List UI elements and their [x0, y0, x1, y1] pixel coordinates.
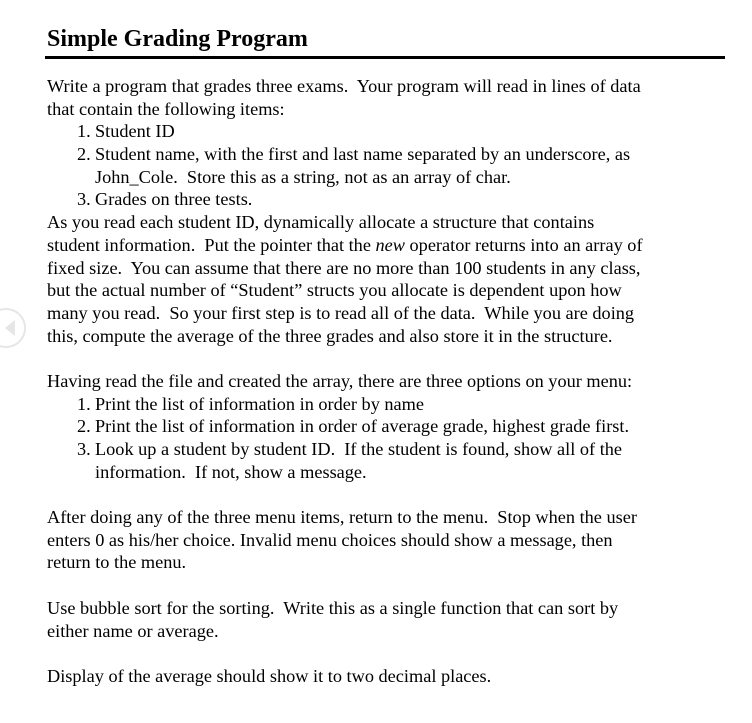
- paragraph-line: Display of the average should show it to two decimal places.: [47, 665, 492, 686]
- paragraph-line: this, compute the average of the three grades and also store it in the structure.: [47, 325, 613, 346]
- list-item-continued: John_Cole. Store this as a string, not as an array of char.: [95, 166, 511, 187]
- new-keyword: new: [375, 234, 405, 255]
- menu-list-item-continued: information. If not, show a message.: [95, 461, 367, 482]
- list-item: 3. Grades on three tests.: [77, 189, 253, 210]
- paragraph-line: Use bubble sort for the sorting. Write this as a single function that can sort by: [47, 597, 619, 618]
- paragraph-line: student information. Put the pointer that the new operator returns into an array of: [47, 234, 643, 255]
- chevron-left-icon: [5, 320, 15, 336]
- list-item: 1. Student ID: [77, 121, 175, 142]
- paragraph-line: fixed size. You can assume that there are no more than 100 students in any class,: [47, 257, 641, 278]
- menu-list-item: 2. Print the list of information in order of average grade, highest grade first.: [77, 416, 630, 437]
- paragraph-line: many you read. So your first step is to read all of the data. While you are doing: [47, 302, 635, 323]
- title-rule: [45, 56, 725, 59]
- menu-intro: Having read the file and created the array, there are three options on your menu:: [47, 370, 633, 391]
- intro-line: Write a program that grades three exams. Your program will read in lines of data: [47, 76, 641, 96]
- intro-line: that contain the following items:: [47, 98, 285, 119]
- paragraph-line: either name or average.: [47, 620, 219, 641]
- paragraph-line: enters 0 as his/her choice. Invalid menu choices should show a message, then: [47, 529, 613, 550]
- paragraph-line: return to the menu.: [47, 552, 187, 573]
- paragraph-line: After doing any of the three menu items, return to the menu. Stop when the user: [47, 507, 637, 528]
- menu-list-item: 1. Print the list of information in order by name: [77, 393, 424, 414]
- page-title: Simple Grading Program: [47, 26, 308, 52]
- paragraph-line: but the actual number of “Student” structs you allocate is dependent upon how: [47, 280, 622, 301]
- list-item: 2. Student name, with the first and last name separated by an underscore, as: [77, 144, 631, 165]
- document-body: [47, 75, 643, 688]
- paragraph-line: As you read each student ID, dynamically allocate a structure that contains: [47, 212, 595, 233]
- previous-page-button[interactable]: [0, 308, 26, 348]
- menu-list-item: 3. Look up a student by student ID. If the student is found, show all of the: [77, 439, 623, 459]
